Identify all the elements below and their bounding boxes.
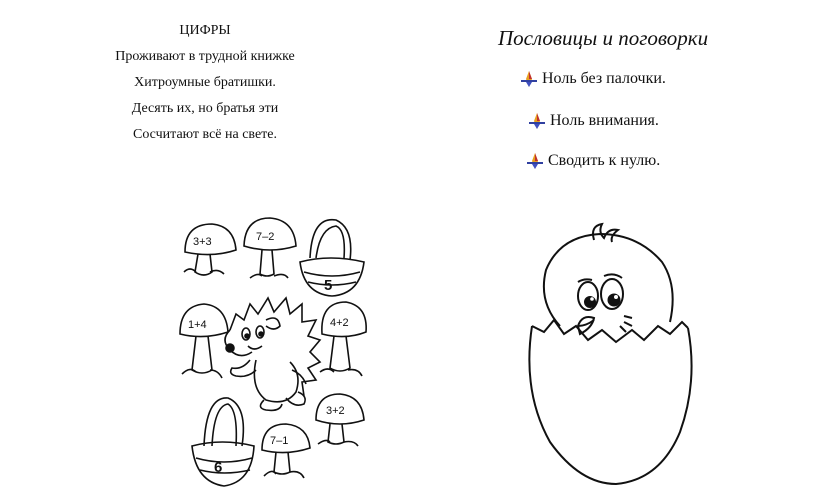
proverb-text: Ноль внимания. bbox=[550, 112, 659, 129]
hedgehog bbox=[225, 298, 320, 410]
chick-in-egg-illustration bbox=[520, 222, 700, 492]
mushroom-label: 7–1 bbox=[270, 435, 289, 447]
mushroom bbox=[316, 394, 364, 446]
mushroom-label: 4+2 bbox=[330, 317, 349, 329]
mushroom-label: 1+4 bbox=[188, 319, 207, 331]
basket-label: 5 bbox=[324, 277, 333, 294]
basket bbox=[192, 398, 254, 486]
mushroom bbox=[262, 424, 310, 478]
poem-line: Проживают в трудной книжке bbox=[115, 49, 295, 64]
proverb-text: Ноль без палочки. bbox=[542, 70, 666, 87]
basket bbox=[300, 220, 364, 296]
poem-line: Сосчитают всё на свете. bbox=[133, 127, 277, 142]
proverb-item bbox=[520, 70, 666, 88]
mushroom-label: 3+3 bbox=[193, 236, 212, 248]
proverb-item bbox=[526, 152, 660, 170]
poem bbox=[60, 18, 350, 148]
pen-tip-icon bbox=[526, 152, 544, 170]
basket-label: 6 bbox=[214, 459, 223, 476]
poem-line: Хитроумные братишки. bbox=[134, 75, 276, 90]
proverb-text: Сводить к нулю. bbox=[548, 152, 661, 169]
proverb-item bbox=[528, 112, 659, 130]
poem-title: ЦИФРЫ bbox=[179, 23, 231, 38]
pen-tip-icon bbox=[528, 112, 546, 130]
coloring-page bbox=[170, 210, 370, 495]
mushroom bbox=[244, 218, 296, 278]
mushroom-label: 3+2 bbox=[326, 405, 345, 417]
poem-line: Десять их, но братья эти bbox=[131, 101, 279, 116]
mushroom bbox=[184, 224, 236, 275]
proverbs-title: Пословицы и поговорки bbox=[498, 26, 709, 50]
mushroom bbox=[320, 302, 366, 376]
mushroom bbox=[180, 304, 228, 378]
pen-tip-icon bbox=[520, 70, 538, 88]
mushroom-label: 7–2 bbox=[256, 231, 275, 243]
